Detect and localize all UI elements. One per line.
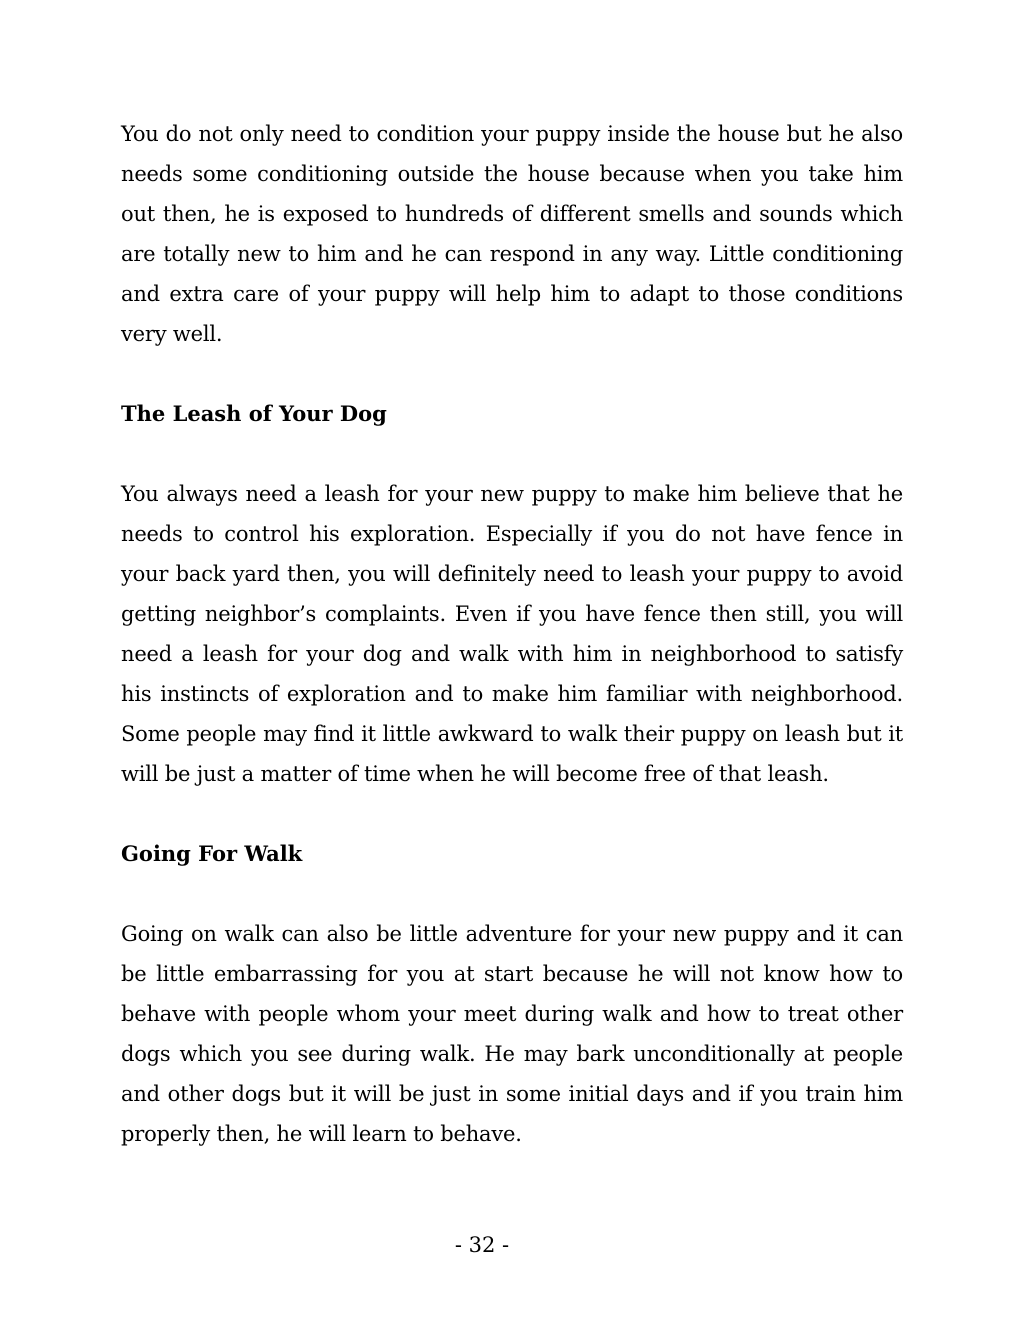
paragraph-leash: You always need a leash for your new puppy to make him believe that he needs to control his exploration. Especially if you do not have fence in your back yard then, you will definitely need to leash your puppy to avoid getting neighbor’s complaints. Even if you have fence then still, you will need a leash for your dog and walk with him in neighborhood to satisfy his instincts of exploration and to make him familiar with neighborhood. Some people may find it little awkward to walk their puppy on leash but it will be just a matter of time when he will become free of that leash. bbox=[121, 482, 903, 786]
page-number: - 32 - bbox=[454, 1233, 510, 1257]
heading-walk: Going For Walk bbox=[121, 841, 303, 866]
heading-leash: The Leash of Your Dog bbox=[121, 401, 387, 426]
page-content bbox=[121, 114, 903, 1154]
paragraph-walk: Going on walk can also be little adventure for your new puppy and it can be little embarrassing for you at start because he will not know how to behave with people whom your meet during walk and how to treat other dogs which you see during walk. He may bark unconditionally at people and other dogs but it will be just in some initial days and if you train him properly then, he will learn to behave. bbox=[121, 922, 903, 1146]
paragraph-conditioning: You do not only need to condition your puppy inside the house but he also needs some conditioning outside the house because when you take him out then, he is exposed to hundreds of different smells and sounds which are totally new to him and he can respond in any way. Little conditioning and extra care of your puppy will help him to adapt to those conditions very well. bbox=[121, 122, 903, 346]
